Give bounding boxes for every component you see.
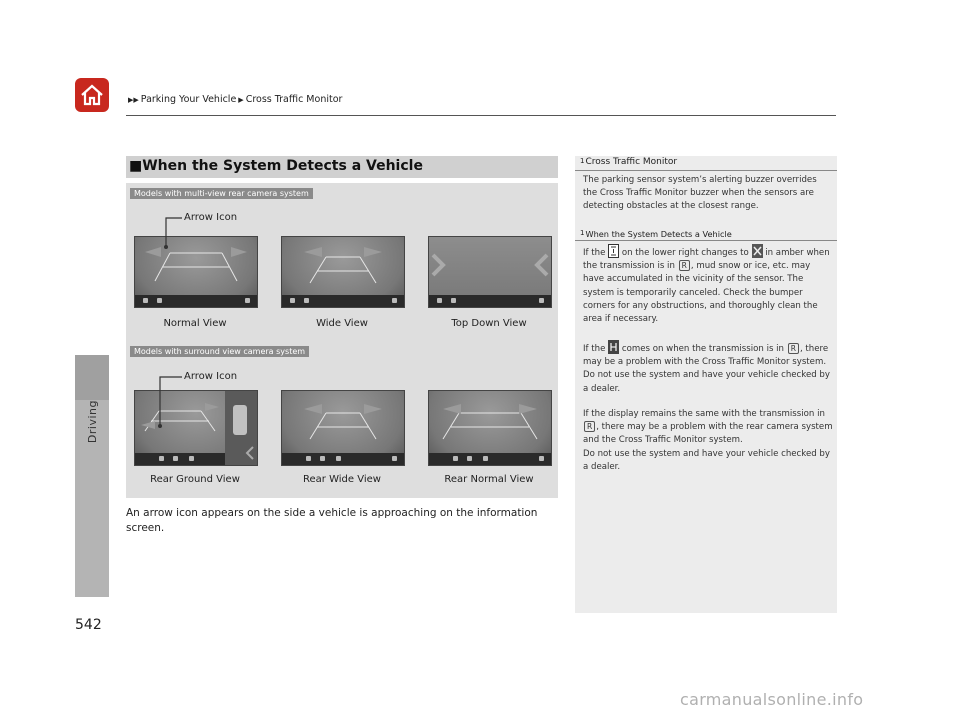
gear-r-icon: R (584, 421, 595, 432)
gear-r-icon: R (788, 343, 799, 354)
model-tag-surround-view: Models with surround view camera system (130, 346, 309, 357)
breadcrumb-current[interactable]: Cross Traffic Monitor (245, 94, 343, 105)
camera-thumbnail-rear-normal-view (428, 390, 552, 466)
callout-arrow-icon-2: Arrow Icon (184, 371, 238, 382)
home-button[interactable] (75, 78, 109, 112)
camera-thumbnail-normal-view (134, 236, 258, 308)
arrow-left-icon (433, 255, 443, 275)
arrow-icon-callout-line-2 (152, 370, 188, 430)
arrow-right-icon (205, 403, 219, 411)
caption-normal-view: Normal View (163, 318, 227, 329)
home-icon (75, 78, 109, 112)
breadcrumb-arrow-icon: ▶▶ (128, 96, 139, 104)
breadcrumb (126, 94, 342, 105)
camera-thumbnail-rear-wide-view (281, 390, 405, 466)
note2-paragraph-3: If the display remains the same with the transmission in R , there may be a problem with the rear camera system and the Cross Traffic Monitor system. Do not use the system and have your vehicle checked by a dealer. (583, 409, 833, 472)
arrow-right-icon (537, 255, 547, 275)
arrow-left-icon (304, 247, 322, 257)
body-paragraph: An arrow icon appears on the side a vehicle is approaching on the information screen. (126, 507, 538, 534)
note1-title: $^1$Cross Traffic Monitor (580, 157, 678, 167)
breadcrumb-parent[interactable]: Parking Your Vehicle (140, 94, 237, 105)
page-number: 542 (75, 617, 102, 633)
arrow-right-icon (231, 247, 247, 257)
camera-thumbnail-wide-view (281, 236, 405, 308)
note2-paragraph-2: If the comes on when the transmission is in R , there may be a problem with the Cross Traffic Monitor system. Do not use the system and have your vehicle checked by a dealer. (583, 340, 833, 396)
gear-r-icon: R (679, 260, 690, 271)
arrow-left-icon (304, 404, 322, 414)
system-warning-icon (608, 340, 619, 354)
breadcrumb-arrow-icon: ▶ (238, 96, 244, 104)
note2-divider (575, 240, 837, 241)
caption-rear-normal-view: Rear Normal View (444, 474, 534, 485)
model-tag-multi-view: Models with multi-view rear camera system (130, 188, 313, 199)
callout-arrow-icon: Arrow Icon (184, 212, 238, 223)
sensor-indicator-icon (608, 244, 619, 258)
camera-thumbnail-top-down-view (428, 236, 552, 308)
header-divider (126, 115, 836, 116)
arrow-right-icon (519, 404, 537, 414)
caption-rear-wide-view: Rear Wide View (303, 474, 381, 485)
note2-paragraph-1: If the on the lower right changes to in amber when the transmission is in R , mud snow or ice, etc. may have accumulated in the vicinity of the sensor. The system is temporarily canceled. Check the bumper corners for any obstructions, and thoroughly clean the area if necessary. (583, 244, 833, 326)
caption-top-down-view: Top Down View (451, 318, 527, 329)
watermark: carmanualsonline.info (680, 690, 864, 709)
note2-title: 1When the System Detects a Vehicle (580, 229, 732, 239)
section-title: ■When the System Detects a Vehicle (129, 158, 423, 174)
chapter-tab-top (75, 355, 109, 400)
arrow-left-icon (443, 404, 461, 414)
car-top-icon (233, 405, 247, 435)
note1-divider (575, 170, 837, 171)
arrow-right-icon (364, 404, 382, 414)
caption-wide-view: Wide View (316, 318, 368, 329)
note1-text: The parking sensor system’s alerting buzzer overrides the Cross Traffic Monitor buzzer when the sensors are detecting obstacles at the closest range. (583, 175, 817, 212)
arrow-right-icon (364, 247, 382, 257)
chapter-tab-label: Driving (86, 400, 99, 444)
caption-rear-ground-view: Rear Ground View (150, 474, 240, 485)
sensor-amber-indicator-icon (752, 244, 763, 258)
